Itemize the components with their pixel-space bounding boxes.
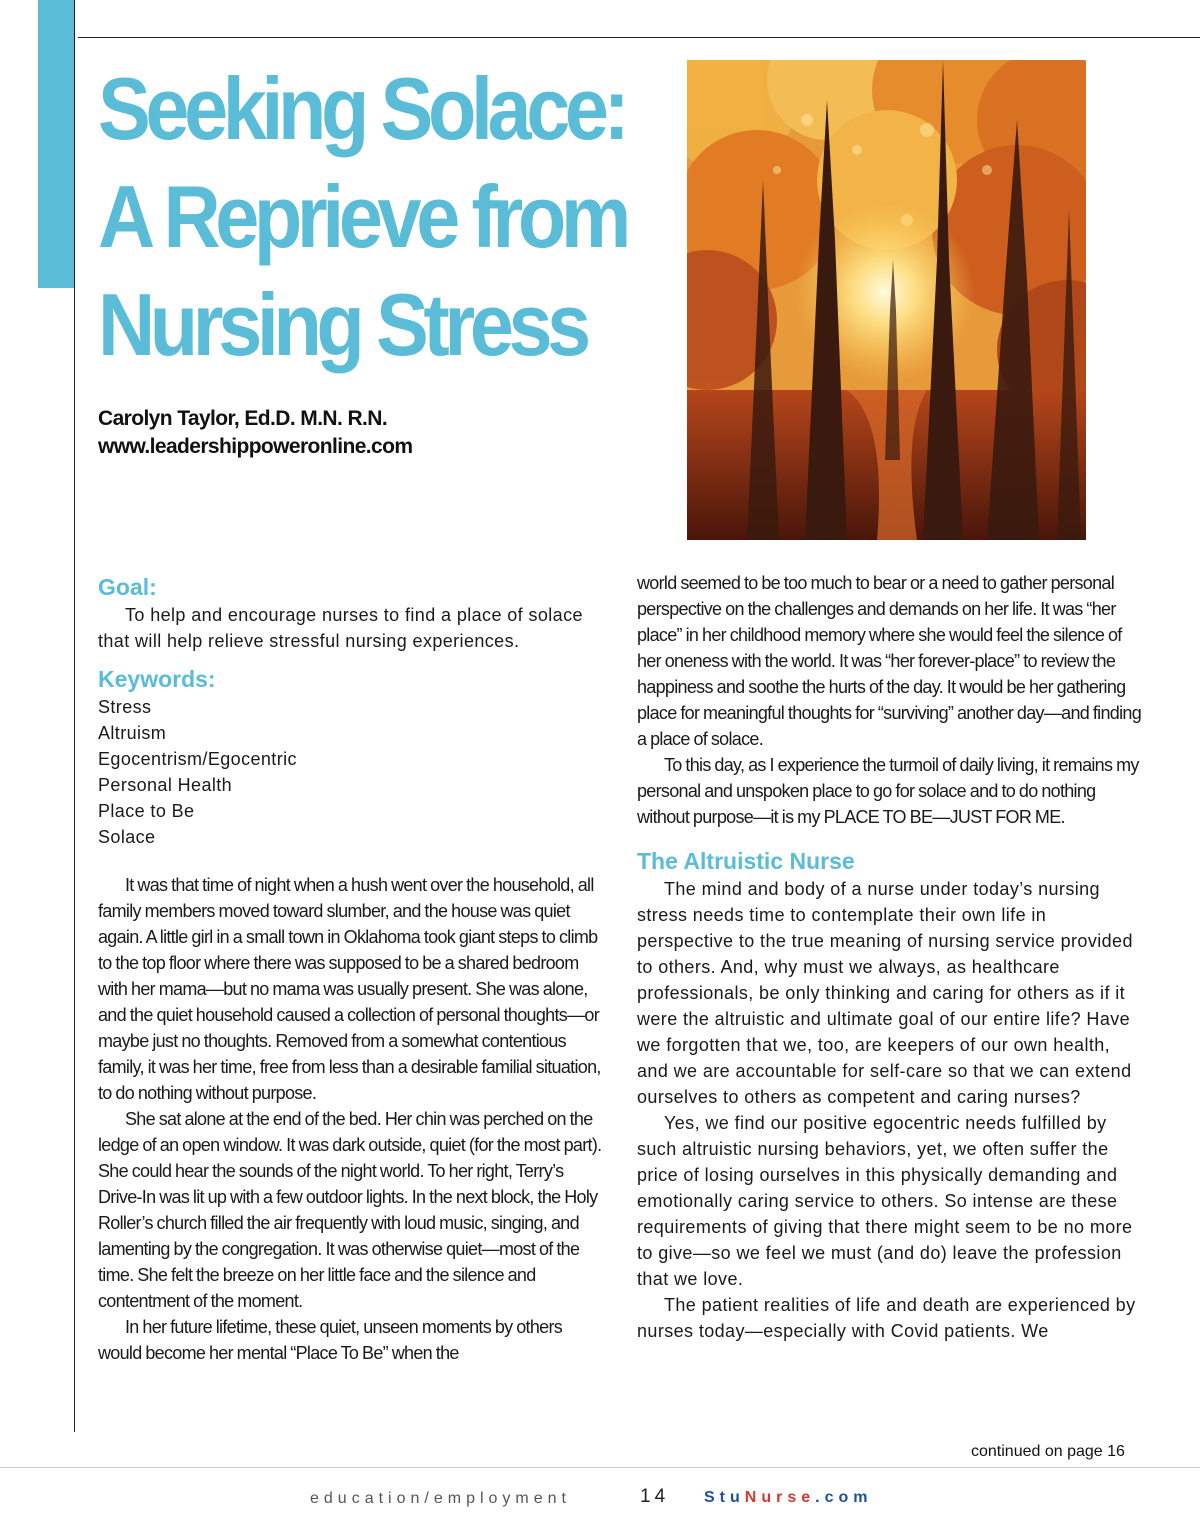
brand-part-1: Stu [704,1489,745,1506]
article-title [98,55,629,379]
goal-heading: Goal: [98,574,157,600]
author-website[interactable]: www.leadershippoweronline.com [98,435,413,458]
list-item: Stress [98,697,152,717]
list-item: Solace [98,827,156,847]
body-paragraph: In her future lifetime, these quiet, unseen moments by others would become her mental “Place To Be” when the [98,1317,563,1363]
title-line-1: Seeking Solace: [98,59,625,158]
footer-section: education/employment [310,1490,571,1507]
author-name: Carolyn Taylor, Ed.D. M.N. R.N. [98,407,388,430]
accent-bar [38,0,74,288]
byline [98,405,412,461]
keywords-heading: Keywords: [98,666,216,692]
list-item: Personal Health [98,775,233,795]
body-paragraph: The mind and body of a nurse under today’s nursing stress needs time to contemplate their own life in perspective to the true meaning of nursing service provided to others. And, why must we always, as healthcare professionals, be only thinking and caring for others as if it were the altruistic and ultimate goal of our entire life? Have we forgotten that we, too, are keepers of our own health, and we are accountable for self-care so that we can extend ourselves to others as competent and caring nurses? [637,879,1133,1107]
list-item: Place to Be [98,801,195,821]
top-rule [78,37,1200,38]
body-paragraph: It was that time of night when a hush went over the household, all family members moved toward slumber, and the house was quiet again. A little girl in a small town in Oklahoma took giant steps to climb to the top floor where there was supposed to be a shared bedroom with her mama—but no mama was usually present. She was alone, and the quiet household caused a collection of personal thoughts—or maybe just no thoughts. Removed from a somewhat contentious family, it was her time, free from less than a desirable familial situation, to do nothing without purpose. [98,875,601,1103]
list-item: Altruism [98,723,167,743]
altruistic-heading: The Altruistic Nurse [637,848,855,874]
goal-text: To help and encourage nurses to find a place of solace that will help relieve stressful nursing experiences. [98,605,583,651]
right-column [637,570,1142,1344]
title-line-2: A Reprieve from [98,167,626,266]
brand-part-2: Nurse [744,1489,816,1506]
body-paragraph: Yes, we find our positive egocentric needs fulfilled by such altruistic nursing behaviors, yet, we often suffer the price of losing ourselves in this physically demanding and emotionally caring service to others. So intense are these requirements of giving that there might seem to be no more to give—so we feel we must (and do) leave the profession that we love. [637,1113,1133,1289]
body-paragraph: To this day, as I experience the turmoil of daily living, it remains my personal and unspoken place to go for solace and to do nothing without purpose—it is my PLACE TO BE—JUST FOR ME. [637,755,1139,827]
body-paragraph: world seemed to be too much to bear or a need to gather personal perspective on the challenges and demands on her life. It was “her place” in her childhood memory where she would feel the silence of her oneness with the world. It was “her forever-place” to review the happiness and soothe the hurts of the day. It would be her gathering place for meaningful thoughts for “surviving” another day—and finding a place of solace. [637,573,1142,749]
page-number: 14 [640,1486,670,1507]
body-paragraph: She sat alone at the end of the bed. Her chin was perched on the ledge of an open window. It was dark outside, quiet (for the most part). She could hear the sounds of the night world. To her right, Terry’s Drive-In was lit up with a few outdoor lights. In the next block, the Holy Roller’s church filled the air frequently with loud music, singing, and lamenting by the congregation. It was otherwise quiet—most of the time. She felt the breeze on her little face and the silence and contentment of the moment. [98,1109,602,1311]
brand-logo [704,1489,872,1507]
footer-rule [0,1467,1200,1468]
autumn-forest-photo [687,60,1086,540]
body-paragraph: The patient realities of life and death are experienced by nurses today—especially with Covid patients. We [637,1295,1136,1341]
continued-note: continued on page 16 [971,1443,1125,1460]
brand-part-3: .com [815,1489,873,1506]
title-line-3: Nursing Stress [98,275,586,374]
left-column [98,572,604,1366]
keyword-list [98,694,604,850]
vertical-rule [74,0,75,1432]
list-item: Egocentrism/Egocentric [98,749,297,769]
